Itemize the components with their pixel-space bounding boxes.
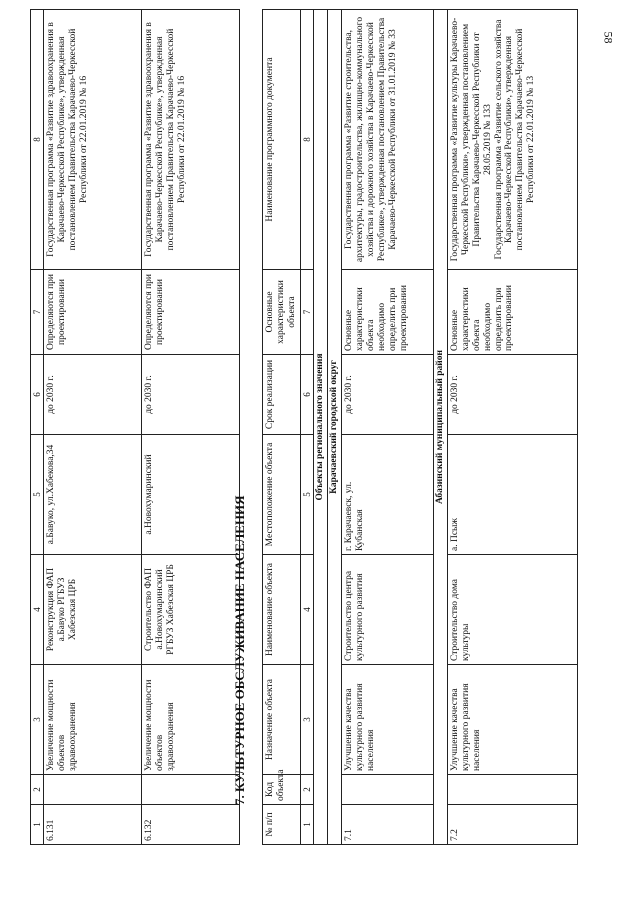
row-number: 7.2 [447, 805, 577, 845]
object-code [341, 775, 433, 805]
col-num: 7 [300, 270, 313, 355]
subgroup-header-row [328, 10, 342, 845]
row-number: 7.1 [341, 805, 433, 845]
col-num: 4 [300, 555, 313, 665]
object-purpose: Увеличение мощности объектов здравоохранения [142, 665, 240, 775]
col-num: 7 [31, 270, 44, 355]
object-purpose: Улучшение качества культурного развития населения [447, 665, 577, 775]
table-row [142, 10, 240, 845]
object-purpose: Улучшение качества культурного развития населения [341, 665, 433, 775]
col-num: 6 [300, 355, 313, 435]
col-num: 4 [31, 555, 44, 665]
object-characteristics: Основные характеристики объекта необходимо определить при проектировании [447, 270, 577, 355]
table-row [44, 10, 142, 845]
table-row [341, 10, 433, 845]
object-term: до 2030 г. [142, 355, 240, 435]
col-num: 3 [300, 665, 313, 775]
header-characteristics: Основные характеристики объекта [263, 270, 301, 355]
col-num: 6 [31, 355, 44, 435]
header-code: Код объекта [263, 775, 301, 805]
col-num: 2 [300, 775, 313, 805]
object-location: а.Новохумаринский [142, 435, 240, 555]
col-num: 2 [31, 775, 44, 805]
group-header-row [314, 10, 328, 845]
object-name: Строительство ФАП а.Новохумаринский РГБУЗ Хабезская ЦРБ [142, 555, 240, 665]
culture-objects-table [262, 9, 578, 845]
health-objects-table [30, 9, 240, 845]
program-document: Государственная программа «Развитие здравоохранения в Карачаево-Черкесской Республике», утвержденная постановлением Правительства Карачаево-Черкесской Республики от 22.01.2019 № 16 [44, 10, 142, 270]
subgroup-abaza: Абазинский муниципальный район [433, 10, 447, 845]
header-name: Наименование объекта [263, 555, 301, 665]
col-num: 1 [300, 805, 313, 845]
object-location: а.Бавуко, ул.Хабекова,34 [44, 435, 142, 555]
object-characteristics: Основные характеристики объекта необходимо определить при проектировании [341, 270, 433, 355]
object-name: Реконструкция ФАП а.Бавуко РГБУЗ Хабезская ЦРБ [44, 555, 142, 665]
header-purpose: Назначение объекта [263, 665, 301, 775]
object-term: до 2030 г. [447, 355, 577, 435]
page-number: 58 [601, 31, 616, 44]
object-location: а. Псыж [447, 435, 577, 555]
col-num: 1 [31, 805, 44, 845]
program-document: Государственная программа «Развитие здравоохранения в Карачаево-Черкесской Республике», утвержденная постановлением Правительства Карачаево-Черкесской Республики от 22.01.2019 № 16 [142, 10, 240, 270]
program-document [447, 10, 577, 270]
program-document: Государственная программа «Развитие строительства, архитектуры, градостроительства, жилищно-коммунального хозяйства и дорожного хозяйства в Карачаево-Черкесской Республике», утвержденная постановлением Правительства Карачаево-Черкесской Республики от 31.01.2019 № 33 [341, 10, 433, 270]
object-characteristics: Определяются при проектировании [142, 270, 240, 355]
object-purpose: Увеличение мощности объектов здравоохранения [44, 665, 142, 775]
group-regional: Объекты регионального значения [314, 10, 328, 845]
col-num: 3 [31, 665, 44, 775]
row-number: 6.132 [142, 805, 240, 845]
object-name: Строительство дома культуры [447, 555, 577, 665]
subgroup-header-row [433, 10, 447, 845]
header-location: Местоположение объекта [263, 435, 301, 555]
col-num: 5 [31, 435, 44, 555]
header-num: № п/п [263, 805, 301, 845]
column-number-row [300, 10, 313, 845]
table-row [447, 10, 577, 845]
object-code [44, 775, 142, 805]
object-term: до 2030 г. [341, 355, 433, 435]
object-location: г. Карачаевск, ул. Кубанская [341, 435, 433, 555]
header-document: Наименование программного документа [263, 10, 301, 270]
section-title: 7. КУЛЬТУРНОЕ ОБСЛУЖИВАНИЕ НАСЕЛЕНИЯ [232, 495, 247, 805]
row-number: 6.131 [44, 805, 142, 845]
program-document-1: Государственная программа «Развитие культуры Карачаево-Черкесской Республики», утвержденная постановлением Правительства Карачаево-Черкесской Республики от 28.05.2019 № 133 [449, 17, 493, 262]
object-code [142, 775, 240, 805]
header-term: Срок реализации [263, 355, 301, 435]
column-number-row [31, 10, 44, 845]
object-characteristics: Определяются при проектировании [44, 270, 142, 355]
col-num: 5 [300, 435, 313, 555]
program-document-2: Государственная программа «Развитие сельского хозяйства Карачаево-Черкесской Республики», утвержденная постановлением Правительства Карачаево-Черкесской Республики от 22.01.2019 № 13 [493, 19, 537, 260]
object-code [447, 775, 577, 805]
header-row [263, 10, 301, 845]
object-name: Строительство центра культурного развития [341, 555, 433, 665]
col-num: 8 [300, 10, 313, 270]
object-term: до 2030 г. [44, 355, 142, 435]
col-num: 8 [31, 10, 44, 270]
subgroup-karachaevsk: Карачаевский городской округ [328, 10, 342, 845]
